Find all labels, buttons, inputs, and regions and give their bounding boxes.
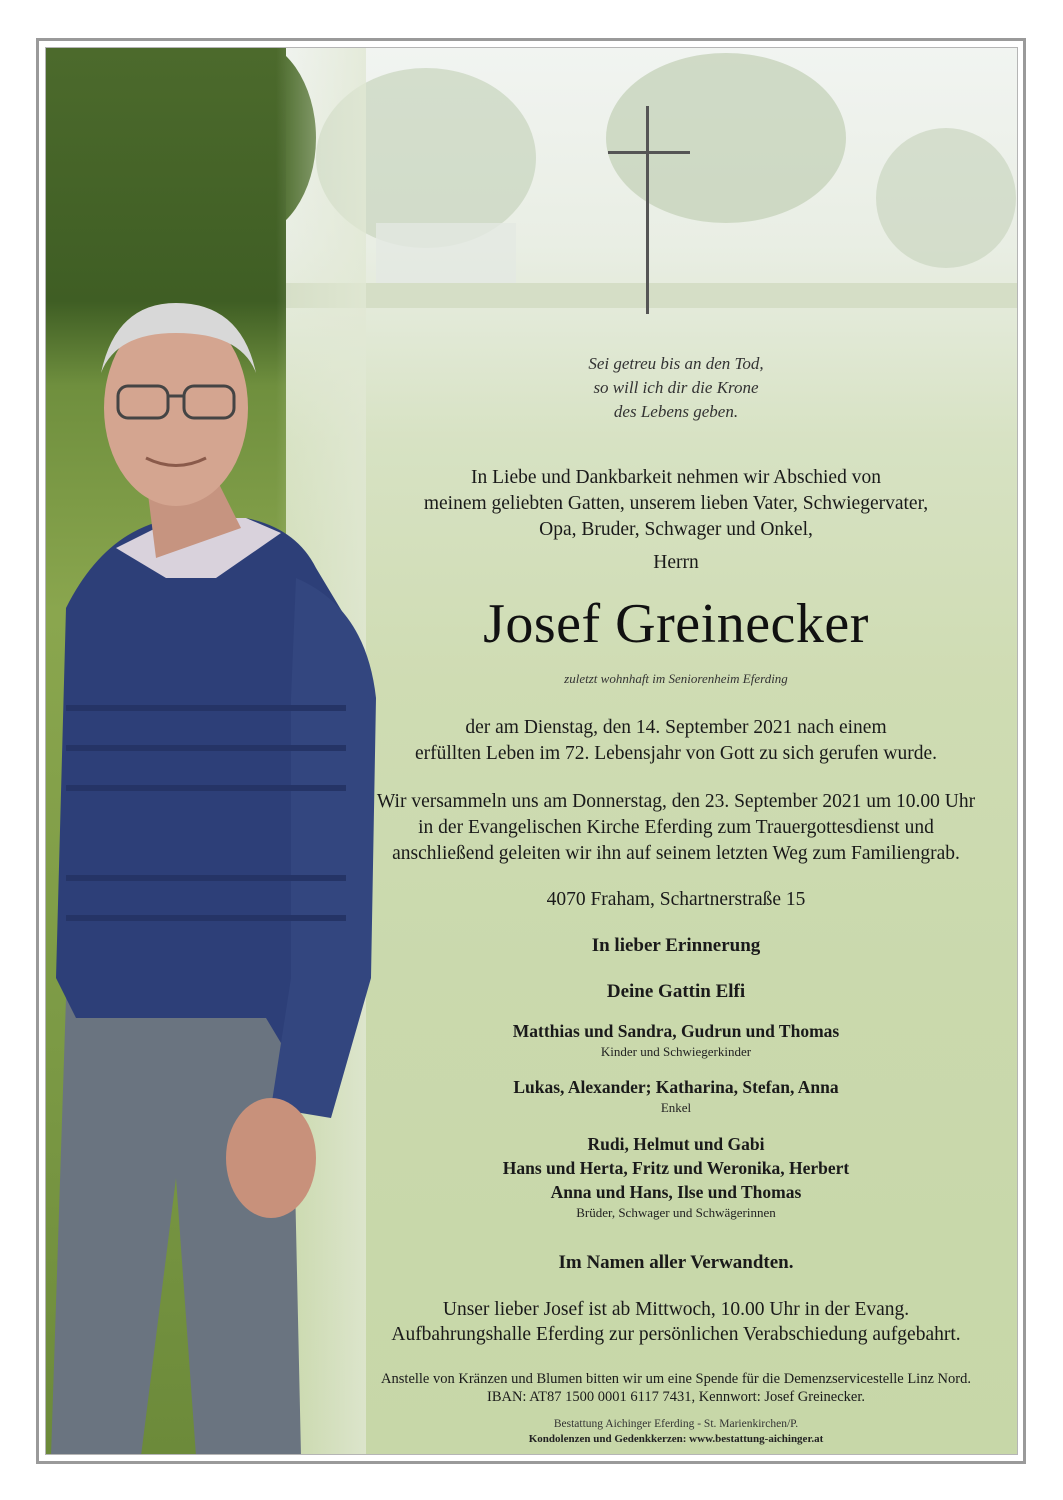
death-notice-line-1: der am Dienstag, den 14. September 2021 nach einem — [465, 717, 887, 738]
viewing-line-2: Aufbahrungshalle Eferding zur persönlichen Verabschiedung aufgebahrt. — [391, 1324, 961, 1345]
footer-condolences: Kondolenzen und Gedenkkerzen: www.bestattung-aichinger.at — [528, 1433, 824, 1445]
spouse: Deine Gattin Elfi — [606, 981, 746, 1002]
children: Matthias und Sandra, Gudrun und Thomas — [512, 1021, 840, 1041]
residence-note: zuletzt wohnhaft im Seniorenheim Eferding — [564, 671, 788, 686]
cross-icon — [608, 106, 690, 314]
portrait-photo — [46, 278, 426, 1455]
intro-line-1: In Liebe und Dankbarkeit nehmen wir Abschied von — [471, 467, 881, 488]
closing-line: Im Namen aller Verwandten. — [558, 1252, 794, 1273]
donation-line-2: IBAN: AT87 1500 0001 6117 7431, Kennwort: Josef Greinecker. — [486, 1389, 866, 1405]
intro-line-2: meinem geliebten Gatten, unserem lieben Vater, Schwiegervater, — [423, 493, 929, 514]
bible-verse-line-1: Sei getreu bis an den Tod, — [588, 354, 764, 373]
siblings-caption: Brüder, Schwager und Schwägerinnen — [576, 1205, 776, 1220]
bible-verse-line-3: des Lebens geben. — [613, 402, 739, 421]
siblings-line-2: Hans und Herta, Fritz und Weronika, Herbert — [502, 1158, 850, 1178]
bible-verse-line-2: so will ich dir die Krone — [593, 378, 759, 397]
children-caption: Kinder und Schwiegerkinder — [600, 1044, 752, 1059]
donation-line-1: Anstelle von Kränzen und Blumen bitten wir um eine Spende für die Demenzservicestelle Linz Nord. — [381, 1371, 971, 1387]
death-notice-line-2: erfüllten Leben im 72. Lebensjahr von Gott zu sich gerufen wurde. — [415, 743, 937, 764]
siblings-line-3: Anna und Hans, Ilse und Thomas — [550, 1182, 802, 1202]
grandchildren: Lukas, Alexander; Katharina, Stefan, Anna — [513, 1077, 839, 1097]
intro-line-3: Opa, Bruder, Schwager und Onkel, — [539, 519, 813, 540]
service-line-2: in der Evangelischen Kirche Eferding zum Trauergottesdienst und — [418, 817, 934, 838]
service-line-3: anschließend geleiten wir ihn auf seinem letzten Weg zum Familiengrab. — [392, 843, 960, 864]
deceased-name: Josef Greinecker — [483, 593, 869, 655]
footer-funeral-home: Bestattung Aichinger Eferding - St. Marienkirchen/P. — [553, 1418, 799, 1430]
viewing-line-1: Unser lieber Josef ist ab Mittwoch, 10.00 Uhr in der Evang. — [442, 1299, 910, 1320]
notice-card — [45, 47, 1018, 1455]
address: 4070 Fraham, Schartnerstraße 15 — [546, 889, 806, 910]
siblings-line-1: Rudi, Helmut und Gabi — [587, 1134, 765, 1154]
grandchildren-caption: Enkel — [660, 1100, 692, 1115]
service-line-1: Wir versammeln uns am Donnerstag, den 23. September 2021 um 10.00 Uhr — [376, 791, 976, 812]
mourners-heading: In lieber Erinnerung — [591, 935, 761, 956]
salutation: Herrn — [653, 552, 699, 573]
